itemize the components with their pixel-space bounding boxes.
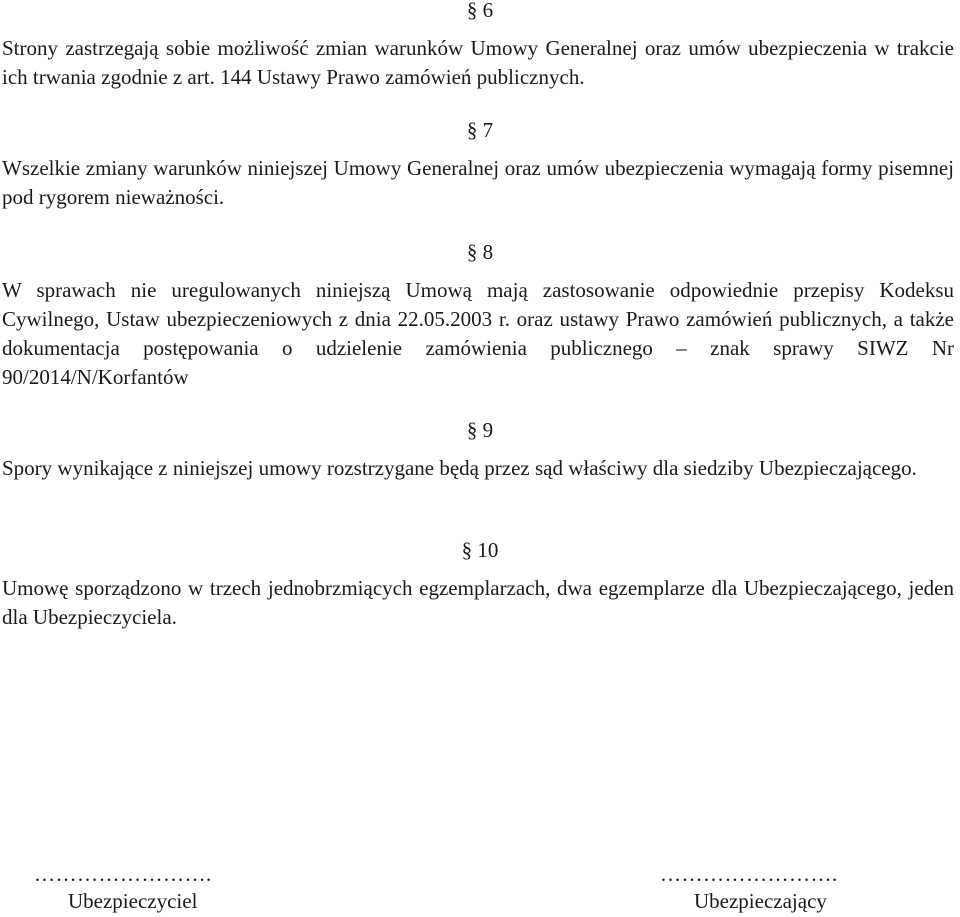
section-6-heading: § 6 xyxy=(466,0,494,22)
signature-line-right: ……………………. xyxy=(660,862,838,886)
signature-label-insured: Ubezpieczający xyxy=(694,889,827,913)
section-7-heading: § 7 xyxy=(466,118,494,142)
section-8-heading: § 8 xyxy=(466,240,494,264)
section-10-text: Umowę sporządzono w trzech jednobrzmiących egzemplarzach, dwa egzemplarze dla Ubezpieczającego, jeden dla Ubezpieczyciela. xyxy=(2,576,954,629)
section-8-text: W sprawach nie uregulowanych niniejszą Umową mają zastosowanie odpowiednie przepisy Kodeksu Cywilnego, Ustaw ubezpieczeniowych z dnia 22.05.2003 r. oraz ustawy Prawo zamówień publicznych, a także dokumentacja postępowania o udzielenie zamówienia publicznego – znak sprawy SIWZ Nr 90/2014/N/Korfantów xyxy=(2,278,954,389)
section-6-text: Strony zastrzegają sobie możliwość zmian warunków Umowy Generalnej oraz umów ubezpieczenia w trakcie ich trwania zgodnie z art. 144 Ustawy Prawo zamówień publicznych. xyxy=(2,36,954,89)
section-9-heading: § 9 xyxy=(466,418,494,442)
section-10-heading: § 10 xyxy=(461,538,499,562)
signature-label-insurer: Ubezpieczyciel xyxy=(68,889,198,913)
signature-line-left: ……………………. xyxy=(34,862,212,886)
section-7-text: Wszelkie zmiany warunków niniejszej Umowy Generalnej oraz umów ubezpieczenia wymagają formy pisemnej pod rygorem nieważności. xyxy=(2,156,954,209)
section-9-text: Spory wynikające z niniejszej umowy rozstrzygane będą przez sąd właściwy dla siedziby Ubezpieczającego. xyxy=(2,456,917,480)
